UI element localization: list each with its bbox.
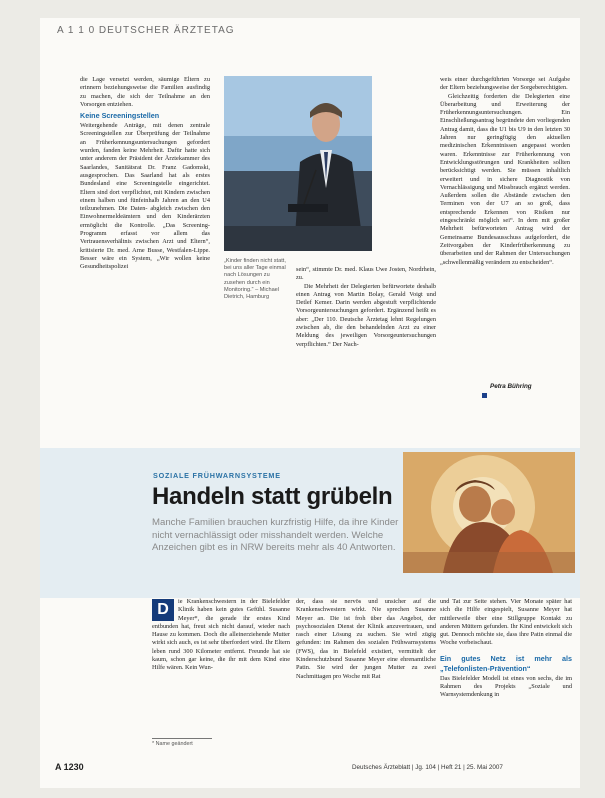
paragraph: Das Bielefelder Modell ist eines von sechs, die im Rahmen des Projekts „Soziale und Warnsystemdenkung in	[440, 674, 572, 699]
footnote-rule	[152, 738, 212, 739]
paragraph: ie Krankenschwestern in der Bielefelder Klinik haben kein gutes Gefühl. Susanne Meyer*, die gerade ihr erstes Kind entbunden hat, freut sich nicht darauf, wieder nach Hause zu kommen. Doch die alleinerziehende Mutter wirkt sich auch, es ist sehr überfordert wird. Ihr Eltern leben rund 300 Kilometer entfernt. Freunde hat sie kaum, schon gar keine, die ihr mit dem Kind eine Hilfe wären. Kein Wun-	[152, 598, 290, 672]
subheading: Ein gutes Netz ist mehr als „Telefonlisten-Prävention“	[440, 653, 572, 673]
author-name: Petra Bühring	[490, 383, 532, 390]
paragraph: sein“, stimmte Dr. med. Klaus Uwe Josten, Nordrhein, zu.	[296, 266, 436, 282]
journal-footer: Deutsches Ärzteblatt | Jg. 104 | Heft 21 | 25. Mai 2007	[352, 764, 503, 771]
author-byline	[490, 383, 532, 390]
page-number: A 1230	[55, 762, 84, 772]
feature-kicker: SOZIALE FRÜHWARNSYSTEME	[153, 471, 281, 480]
running-header: A 1 1 0 DEUTSCHER ÄRZTETAG	[57, 25, 235, 36]
speaker-photo	[224, 76, 372, 251]
article-column-4	[440, 76, 570, 376]
drop-cap: D	[152, 599, 174, 621]
end-mark	[478, 385, 487, 403]
article-column-1	[80, 76, 210, 421]
feature-headline: Handeln statt grübeln	[152, 483, 393, 510]
paragraph: und Tat zur Seite stehen. Vier Monate später hat sich die Hilfe eingespielt, Susanne Meyer hat mittlerweile über eine Stillgruppe Kontakt zu anderen Müttern gefunden. Ihr Kind entwickelt sich gut. Dennoch möchte sie, dass ihre Patin einmal die Woche vorbeischaut.	[440, 598, 572, 647]
body-column-2	[296, 598, 436, 758]
paragraph: die Lage versetzt werden, säumige Eltern zu erinnern beziehungsweise die Familien ausfindig zu machen, die sich der Teilnahme an den Vorsorgen entziehen.	[80, 76, 210, 108]
paragraph: Gleichzeitig forderten die Delegierten eine Überarbeitung und Erweiterung der Früherkennungsuntersuchungen. Ein Einschließungsantrag begründete den vorliegenden Antrag damit, dass die U1 bis U9 in den letzten 30 Jahren nur geringfügig den aktuellen medizinischen Erkenntnissen angepasst worden waren. Erkenntnisse zur Früherkennung von Entwicklungsstörungen und Krankheiten sollten berücksichtigt werden. Sie müssen inhaltlich erweitert und in sichere Diagnostik von Vernachlässigung und Missbrauch ergänzt werden. Außerdem sollen die Abstände zwischen den Terminen von der U7 an so groß, dass entsprechende Erkennen von Risiken nur eingeschränkt möglich sei“. In dem mit großer Mehrheit befürworteten Antrag wird der Gemeinsame Bundesausschuss aufgefordert, die Zeitvorgaben der Kinderfrüherkennung zu überarbeiten und der Rahmen der Untersuchungen „schwellenmäßig verändern zu entscheiden“.	[440, 92, 570, 266]
paragraph: der, dass sie nervös und unsicher auf die Krankenschwestern wirkt. Nie sprechen Susanne Meyer an. Die ist froh über das Angebot, der psychosozialen Dienst der Klinik anzuvertrauen, und rasch einer Lösung zu suchen. Sie wird zügig gefunden: im Rahmen des sozialen Frühwarnsystems (FWS), das in Bielefeld existiert, vermittelt der Kinderschutzbund Susanne Meyer eine ehrenamtliche Patin. Sie wird der jungen Mutter zu zwei Nachmittagen pro Woche mit Rat	[296, 598, 436, 680]
article-column-3	[296, 266, 436, 386]
subheading: Keine Screeningstellen	[80, 111, 160, 121]
paragraph: Weitergehende Anträge, mit denen zentrale Screeningstellen zur Überprüfung der Teilnahme an Früherkennungsuntersuchungen gefordert wurden, fanden keine Mehrheit. Dafür hatte sich unter anderem der Präsident der Ärztekammer des Saarlandes, Sanitätsrat Dr. Franz Gadomski, ausgesprochen. Das Saarland hat als erstes Bundesland eine Screeningstelle eingerichtet. Eltern sind dort verpflichtet, mit Kindern zwischen einem halben und fünfeinhalb Jahren an den U4 teilzunehmen. Die Daten- abgleich zwischen den Einwohnermeldeämtern und den Kinderärzten ermöglicht die Kontrolle. „Das Screening-Programm erfasst vor allem das Vertrauensverhältnis zwischen Arzt und Eltern“, kritisierte Dr. med. Arne Busse, Westfalen-Lippe. Besser wäre ein System, „Wir wollen keine Gesundheitspolizei	[80, 122, 210, 271]
mother-child-illustration	[403, 452, 575, 573]
feature-deck: Manche Familien brauchen kurzfristig Hilfe, da ihre Kinder nicht vernachlässigt oder misshandelt werden. Welche Anzeichen gibt es in NRW bereits mehr als 40 Antworten.	[152, 517, 399, 554]
body-column-3	[440, 598, 572, 760]
paragraph: weis einer durchgeführten Vorsorge sei Aufgabe der Eltern beziehungsweise der Sorgeberechtigten.	[440, 76, 570, 92]
paragraph: Die Mehrheit der Delegierten befürwortete deshalb einen Antrag von Martin Bolay, Gerald Voigt und Detlef Kemer. Darin werden abgestuft verpflichtende Vorsorgeuntersuchungen gefordert. Ergänzend heißt es aber: „Der 110. Deutsche Ärztetag lehnt Regelungen zwischen ab, die den behandelnden Arzt zu einer Meldung des jeweiligen Vorsorgeuntersuchungen verpflichten.“ Der Nach-	[296, 282, 436, 348]
speaker-illustration	[224, 76, 372, 251]
footnote: * Name geändert	[152, 741, 193, 747]
photo-caption: „Kinder finden nicht statt, bei uns aller Tage einmal nach Lösungen zu zusehen durch ein Monitoring.“ – Michael Dietrich, Hamburg	[224, 258, 286, 301]
body-column-1	[152, 598, 290, 738]
